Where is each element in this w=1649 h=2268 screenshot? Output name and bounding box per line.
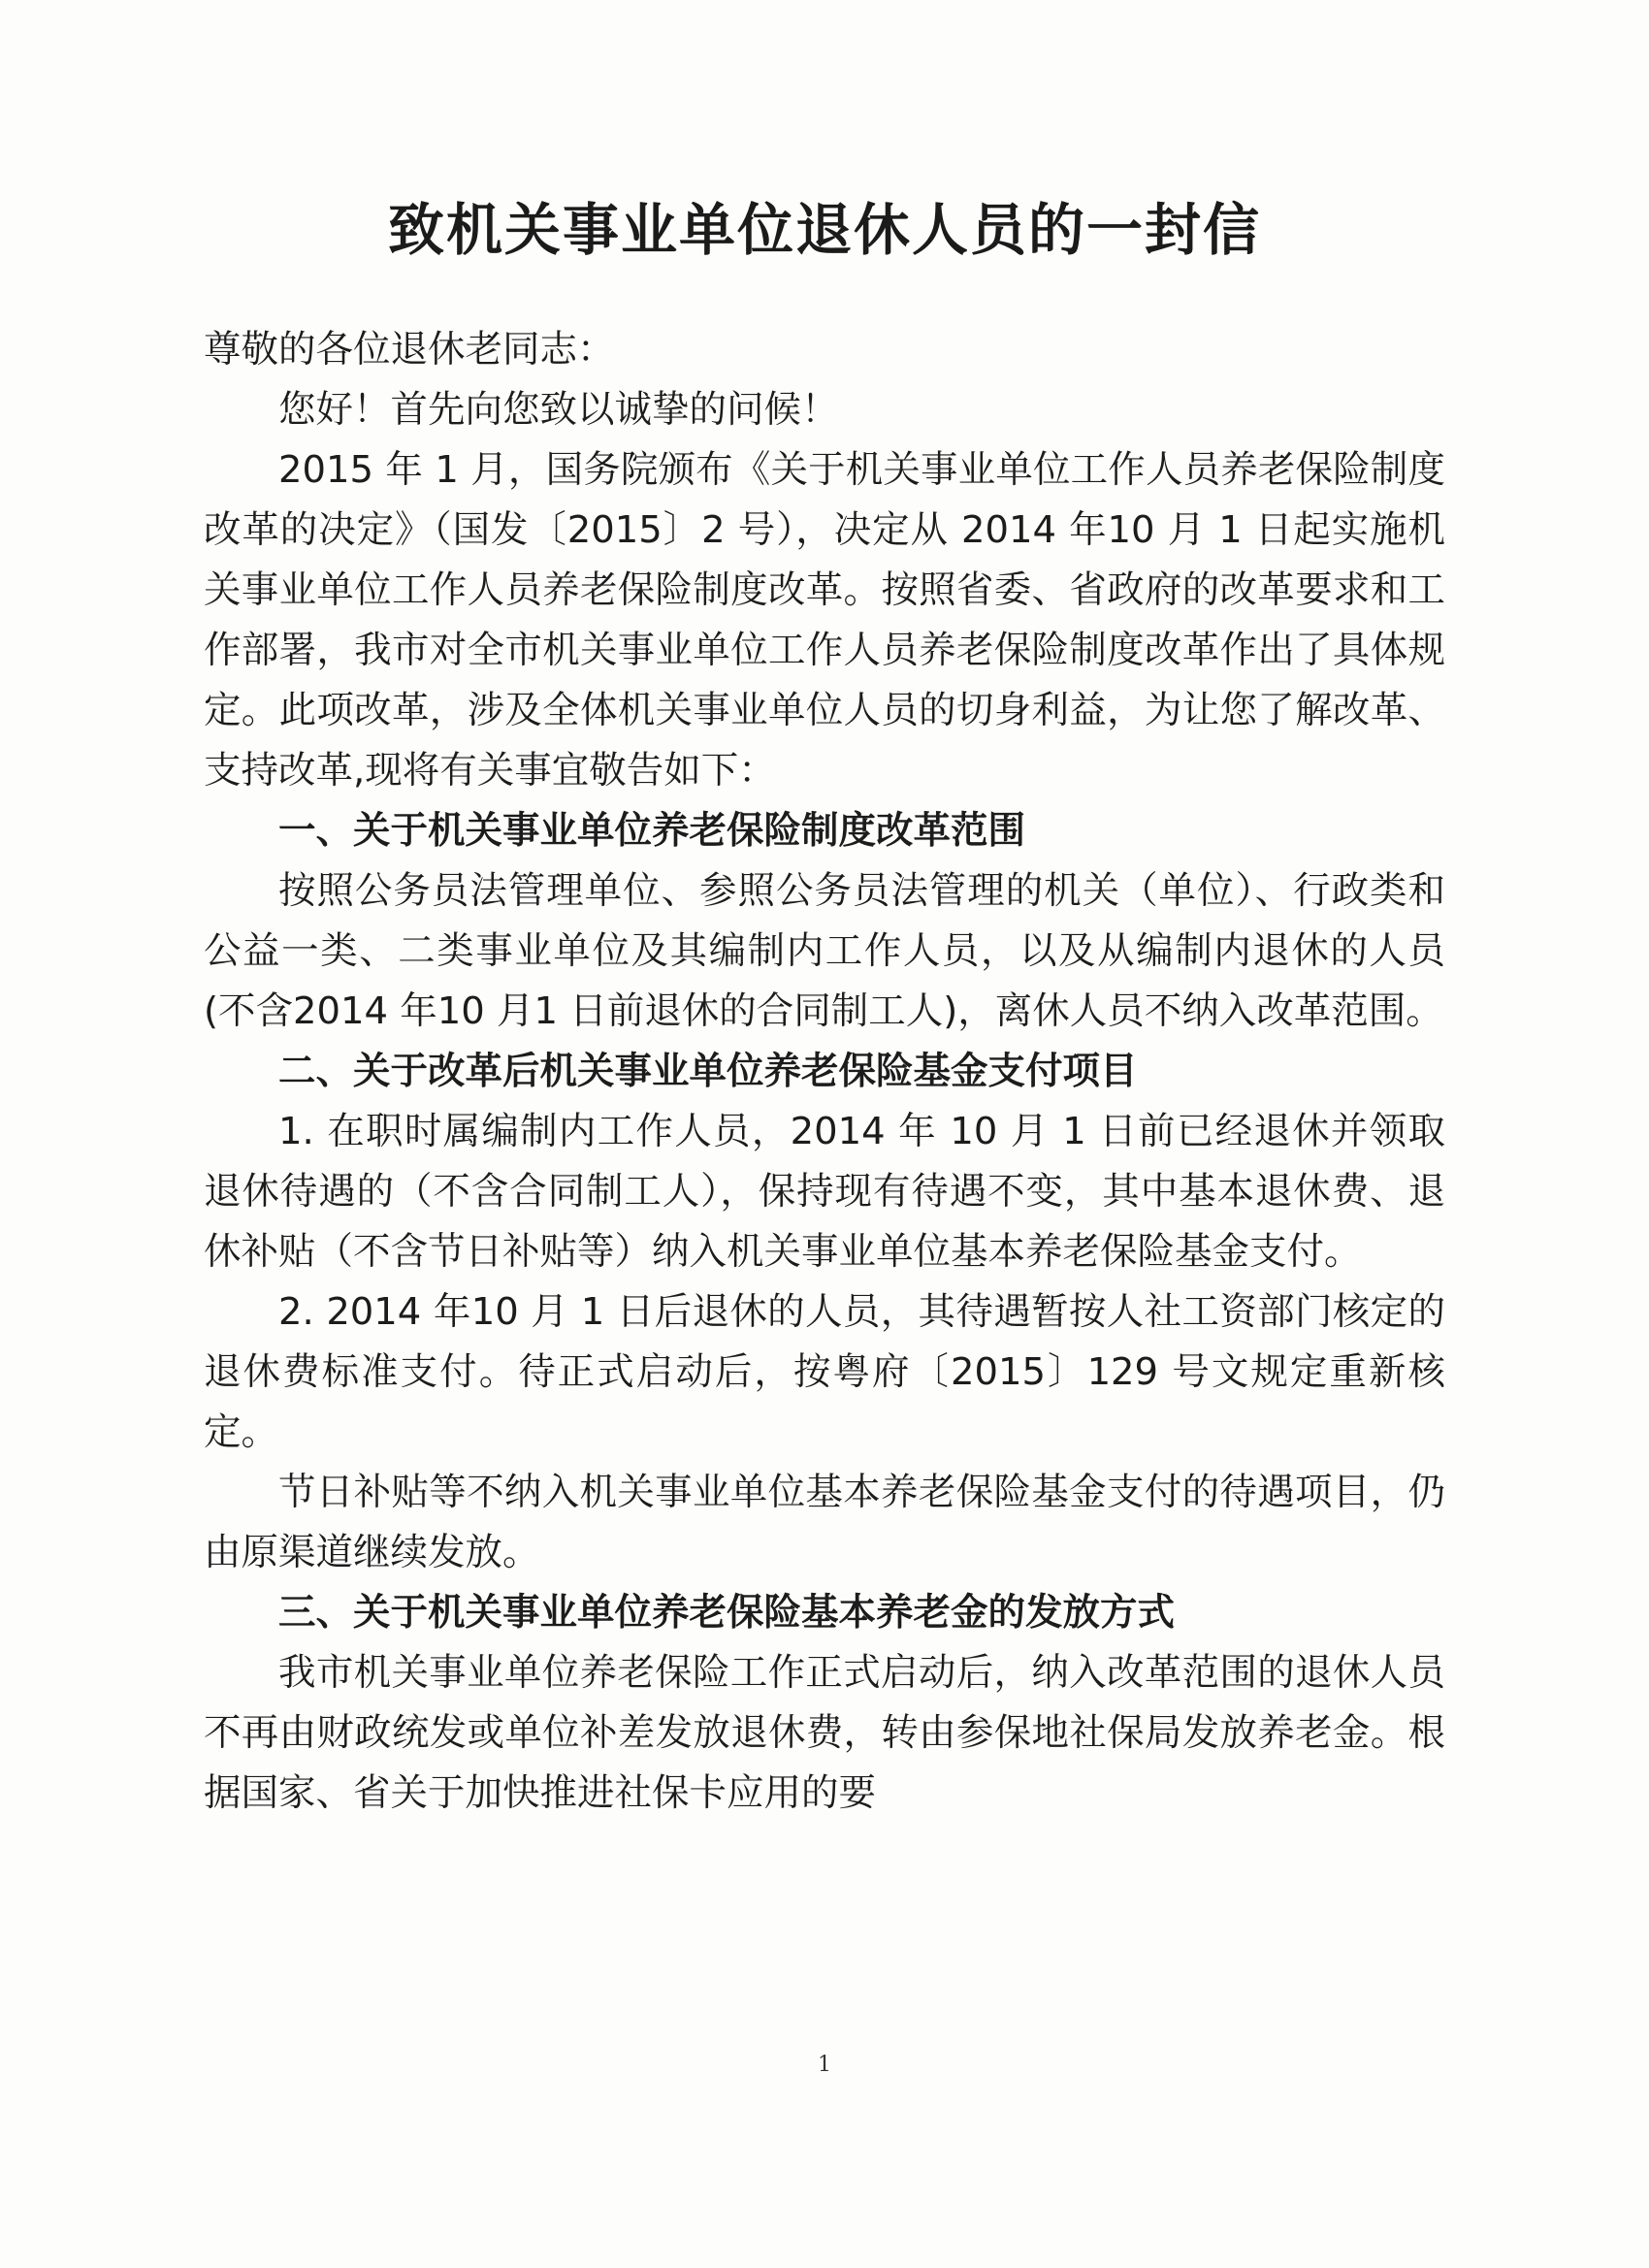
section-heading: 一、关于机关事业单位养老保险制度改革范围 — [278, 809, 1026, 853]
page-number: 1 — [818, 2053, 831, 2077]
section-heading: 二、关于改革后机关事业单位养老保险基金支付项目 — [278, 1050, 1138, 1093]
body-paragraph: 1. 在职时属编制内工作人员，2014 年 10 月 1 日前已经退休并领取退休待遇的（不含合同制工人），保持现有待遇不变，其中基本退休费、退休补贴（不含节日补贴等）纳入机关事业单位基本养老保险基金支付。 — [204, 1110, 1445, 1274]
letter-body — [204, 320, 1445, 1824]
body-paragraph: 我市机关事业单位养老保险工作正式启动后，纳入改革范围的退休人员不再由财政统发或单位补差发放退休费，转由参保地社保局发放养老金。根据国家、省关于加快推进社保卡应用的要 — [204, 1651, 1445, 1815]
body-paragraph: 您好！首先向您致以诚挚的问候！ — [278, 388, 839, 432]
body-paragraph: 2015 年 1 月，国务院颁布《关于机关事业单位工作人员养老保险制度改革的决定》（国发〔2015〕2 号），决定从 2014 年10 月 1 日起实施机关事业单位工作人员养老保险制度改革。按照省委、省政府的改革要求和工作部署，我市对全市机关事业单位工作人员养老保险制度改革作出了具体规定。此项改革，涉及全体机关事业单位人员的切身利益，为让您了解改革、支持改革,现将有关事宜敬告如下： — [204, 448, 1445, 793]
body-paragraph: 2. 2014 年10 月 1 日后退休的人员，其待遇暂按人社工资部门核定的退休费标准支付。待正式启动后，按粤府〔2015〕129 号文规定重新核定。 — [204, 1290, 1445, 1454]
section-heading: 三、关于机关事业单位养老保险基本养老金的发放方式 — [278, 1591, 1176, 1635]
salutation: 尊敬的各位退休老同志： — [204, 328, 615, 372]
body-paragraph: 按照公务员法管理单位、参照公务员法管理的机关（单位）、行政类和公益一类、二类事业单位及其编制内工作人员，以及从编制内退休的人员(不含2014 年10 月1 日前退休的合同制工人)，离休人员不纳入改革范围。 — [204, 869, 1445, 1033]
body-paragraph: 节日补贴等不纳入机关事业单位基本养老保险基金支付的待遇项目，仍由原渠道继续发放。 — [204, 1471, 1445, 1574]
letter-title: 致机关事业单位退休人员的一封信 — [387, 197, 1261, 263]
